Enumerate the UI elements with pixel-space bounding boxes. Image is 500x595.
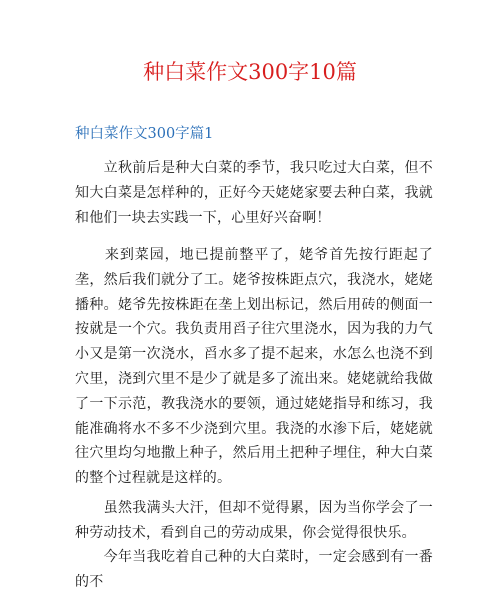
paragraph-4: 今年当我吃着自己种的大白菜时，一定会感到有一番的不 [75, 549, 433, 590]
document-title: 种白菜作文300字10篇 [143, 60, 357, 84]
section-heading: 种白菜作文300字篇1 [75, 126, 214, 142]
paragraph-3: 虽然我满头大汗，但却不觉得累，因为当你学会了一种劳动技术，看到自己的劳动成果，你会觉得很快乐。 [75, 500, 433, 541]
paragraph-1: 立秋前后是种大白菜的季节，我只吃过大白菜，但不知大白菜是怎样种的，正好今天姥姥家要去种白菜，我就和他们一块去实践一下，心里好兴奋啊！ [75, 160, 433, 226]
paragraph-2: 来到菜园，地已提前整平了，姥爷首先按行距起了垄，然后我们就分了工。姥爷按株距点穴，我浇水，姥姥播种。姥爷先按株距在垄上划出标记，然后用砖的侧面一按就是一个穴。我负责用舀子往穴里浇水，因为我的力气小又是第一次浇水，舀水多了提不起来，水怎么也浇不到穴里，浇到穴里不是少了就是多了流出来。姥姥就给我做了一下示范，教我浇水的要领，通过姥姥指导和练习，我能准确将水不多不少浇到穴里。我浇的水渗下后，姥姥就往穴里均匀地撒上种子，然后用土把种子埋住，种大白菜的整个过程就是这样的。 [75, 247, 433, 487]
